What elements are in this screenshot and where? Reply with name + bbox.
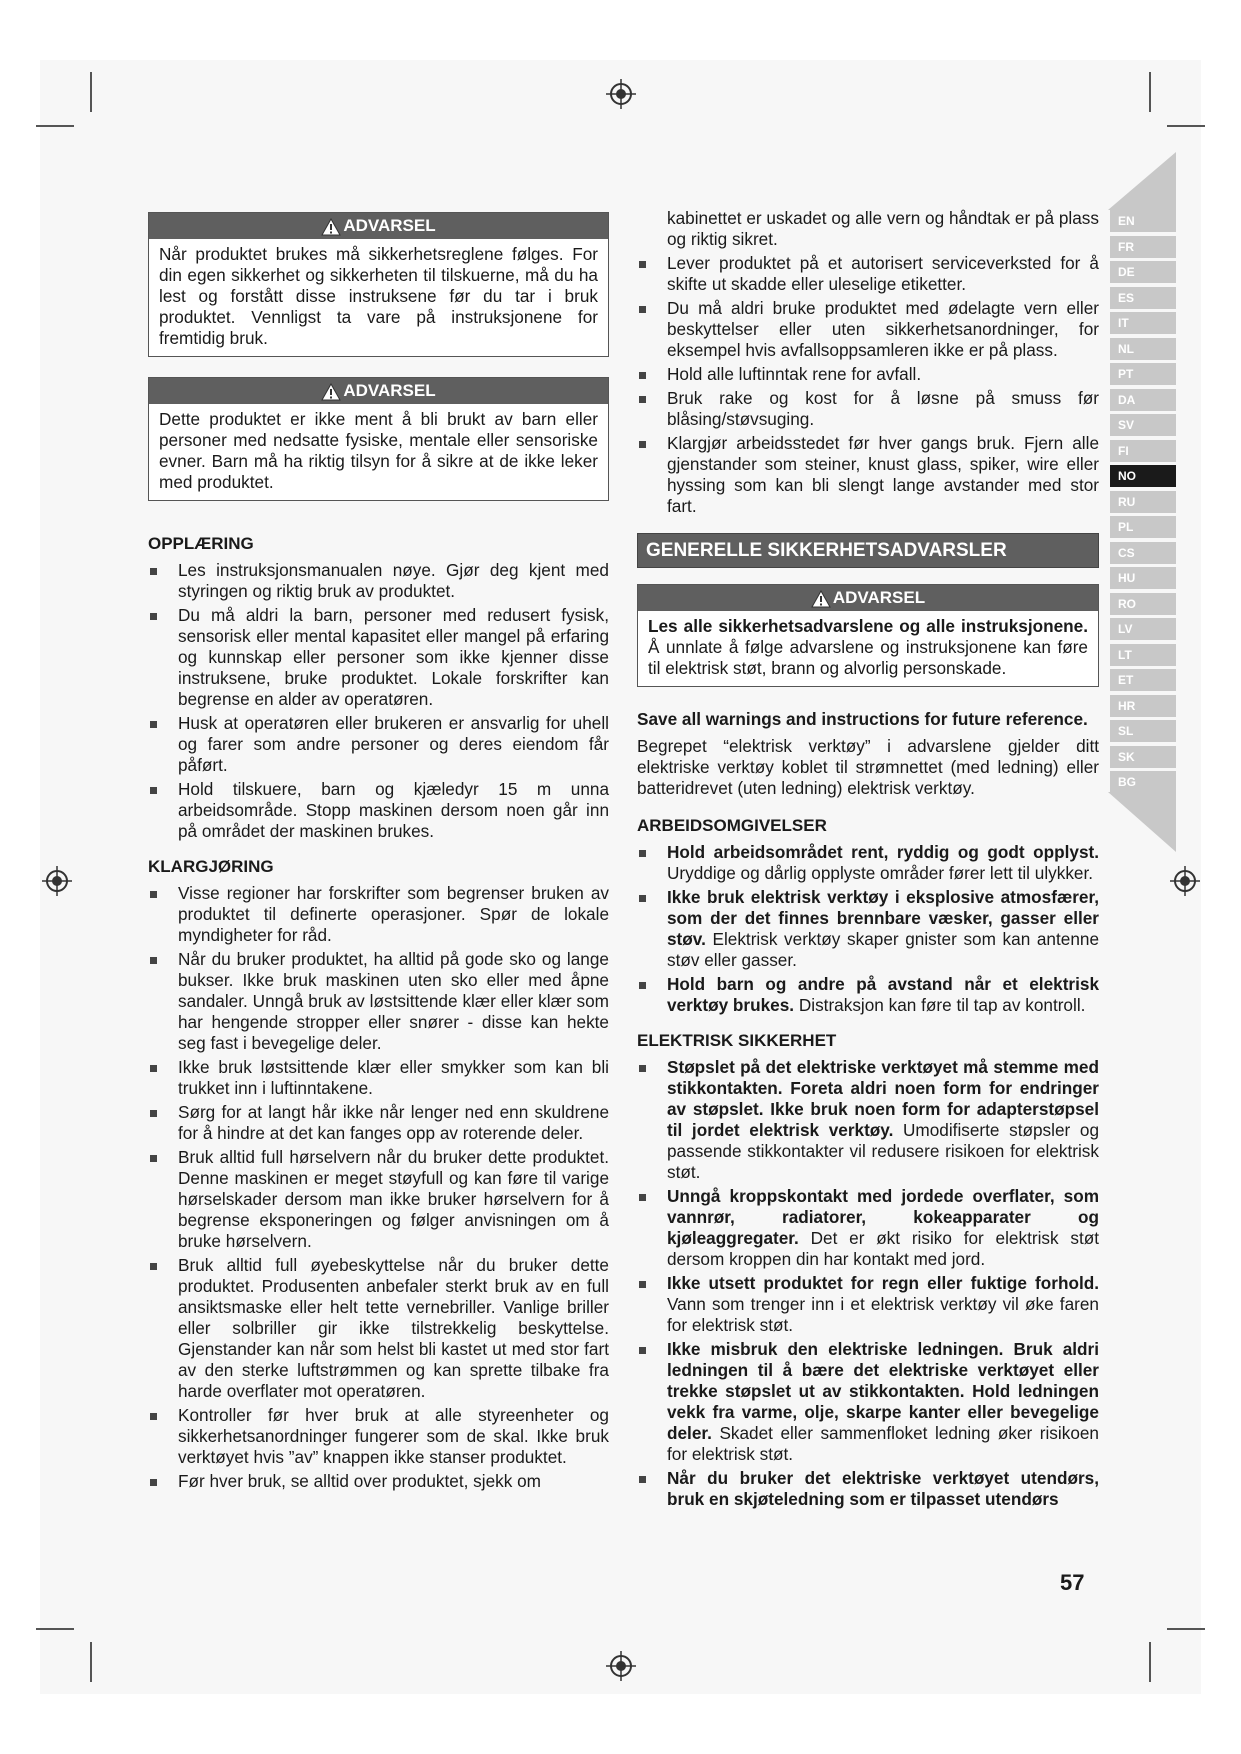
preparation-list-continued <box>637 253 1099 517</box>
warning-body <box>638 611 1098 686</box>
registration-mark-icon <box>1170 866 1200 896</box>
tab-sv[interactable]: SV <box>1110 414 1176 436</box>
warning-title: ADVARSEL <box>343 216 436 235</box>
list-item: Les instruksjonsmanualen nøye. Gjør deg kjent med styringen og riktig bruk av produktet. <box>148 560 609 602</box>
list-item: Bruk rake og kost for å løsne på smuss før blåsing/støvsuging. <box>637 388 1099 430</box>
preparation-list <box>148 883 609 1492</box>
registration-mark-icon <box>606 79 636 109</box>
item-bold: Unngå kroppskontakt med jordede overflater, som vannrør, radiatorer, kokeapparater og kjøleaggregater. <box>667 1186 1099 1248</box>
list-item <box>637 1273 1099 1336</box>
list-item: Kontroller før hver bruk at alle styreenheter og sikkerhetsanordninger fungerer som de skal. Ikke bruk verktøyet hvis ”av” knappen ikke stanser produktet. <box>148 1405 609 1468</box>
crop-mark <box>36 125 74 127</box>
list-item: Før hver bruk, se alltid over produktet, sjekk om <box>148 1471 609 1492</box>
warning-triangle-icon <box>321 218 341 236</box>
left-column <box>148 212 609 1495</box>
item-bold: Hold arbeidsområdet rent, ryddig og godt opplyst. <box>667 842 1099 862</box>
item-text: Vann som trenger inn i et elektrisk verktøy vil øke faren for elektrisk støt. <box>667 1294 1099 1335</box>
warning-header <box>149 378 608 404</box>
right-column <box>637 208 1099 1513</box>
language-tabs <box>1110 210 1176 797</box>
list-item: Klargjør arbeidsstedet før hver gangs bruk. Fjern alle gjenstander som steiner, knust glass, spiker, wire eller hyssing som kan bli slengt lange avstander med stor fart. <box>637 433 1099 517</box>
warning-text: Å unnlate å følge advarslene og instruksjonene kan føre til elektrisk støt, brann og alvorlig personskade. <box>648 637 1088 678</box>
list-item: Husk at operatøren eller brukeren er ansvarlig for uhell og farer som andre personer og deres eiendom får påført. <box>148 713 609 776</box>
item-text: Distraksjon kan føre til tap av kontroll. <box>798 995 1086 1015</box>
item-bold: Ikke misbruk den elektriske ledningen. Bruk aldri ledningen til å bære det elektriske verktøyet eller trekke støpslet ut av stikkontakten. Hold ledningen vekk fra varme, olje, skarpe kanter eller bevegelige deler. <box>667 1339 1099 1443</box>
tab-pt[interactable]: PT <box>1110 363 1176 385</box>
tab-et[interactable]: ET <box>1110 669 1176 691</box>
tab-lv[interactable]: LV <box>1110 618 1176 640</box>
crop-mark <box>36 1628 74 1630</box>
list-item: Hold tilskuere, barn og kjæledyr 15 m unna arbeidsområde. Stopp maskinen dersom noen går inn på området der maskinen brukes. <box>148 779 609 842</box>
list-item: Bruk alltid full hørselvern når du bruker dette produktet. Denne maskinen er meget støyfull og kan føre til varige hørselskader dersom man ikke bruker hørselvern for å begrense eksponeringen og følger anvisningen om å bruke hørselvern. <box>148 1147 609 1252</box>
list-item <box>637 842 1099 884</box>
tab-nl[interactable]: NL <box>1110 338 1176 360</box>
crop-mark <box>1167 125 1205 127</box>
crop-mark <box>1167 1628 1205 1630</box>
warning-header <box>638 585 1098 611</box>
save-note: Save all warnings and instructions for future reference. <box>637 709 1088 729</box>
section-heading: OPPLÆRING <box>148 534 254 553</box>
tab-bg[interactable]: BG <box>1110 771 1176 793</box>
item-bold: Når du bruker det elektriske verktøyet utendørs, bruk en skjøteledning som er tilpasset utendørs <box>667 1468 1099 1509</box>
warning-box <box>148 212 609 357</box>
tab-hu[interactable]: HU <box>1110 567 1176 589</box>
warning-text: Dette produktet er ikke ment å bli brukt av barn eller personer med nedsatte fysiske, mentale eller sensoriske evner. Barn må ha riktig tilsyn for å sikre at de ikke leker med produktet. <box>159 409 598 492</box>
tab-da[interactable]: DA <box>1110 389 1176 411</box>
tab-lt[interactable]: LT <box>1110 644 1176 666</box>
tab-sk[interactable]: SK <box>1110 746 1176 768</box>
warning-header <box>149 213 608 239</box>
section-heading: ELEKTRISK SIKKERHET <box>637 1031 837 1050</box>
item-text: Elektrisk verktøy skaper gnister som kan antenne støv eller gasser. <box>667 929 1100 970</box>
item-bold: Ikke utsett produktet for regn eller fuktige forhold. <box>667 1273 1099 1293</box>
list-item: Visse regioner har forskrifter som begrenser bruken av produktet til definerte operasjoner. Spør de lokale myndigheter for råd. <box>148 883 609 946</box>
list-item <box>637 1468 1099 1510</box>
crop-mark <box>90 1642 92 1682</box>
list-item <box>637 887 1099 971</box>
list-item: Hold alle luftinntak rene for avfall. <box>637 364 1099 385</box>
continued-text: kabinettet er uskadet og alle vern og håndtak er på plass og riktig sikret. <box>667 208 1099 249</box>
item-bold: Hold barn og andre på avstand når et elektrisk verktøy brukes. <box>667 974 1099 1015</box>
general-safety-heading: GENERELLE SIKKERHETSADVARSLER <box>637 533 1099 568</box>
tab-no[interactable]: NO <box>1110 465 1176 487</box>
list-item: Du må aldri bruke produktet med ødelagte vern eller beskyttelser eller uten sikkerhetsanordninger, for eksempel hvis avfallsoppsamleren ikke er på plass. <box>637 298 1099 361</box>
tab-pl[interactable]: PL <box>1110 516 1176 538</box>
list-item: Når du bruker produktet, ha alltid på gode sko og lange bukser. Ikke bruk maskinen uten sko eller med åpne sandaler. Unngå bruk av løstsittende klær eller klær som har hengende stropper eller snører - disse kan hekte seg fast i bevegelige deler. <box>148 949 609 1054</box>
tab-hr[interactable]: HR <box>1110 695 1176 717</box>
crop-mark <box>1149 1642 1151 1682</box>
tab-de[interactable]: DE <box>1110 261 1176 283</box>
item-text: Umodifiserte støpsler og passende stikkontakter vil redusere risikoen for elektrisk støt. <box>667 1120 1100 1182</box>
crop-mark <box>1149 72 1151 112</box>
tab-ru[interactable]: RU <box>1110 491 1176 513</box>
page-number: 57 <box>1060 1570 1085 1595</box>
tab-it[interactable]: IT <box>1110 312 1176 334</box>
tab-es[interactable]: ES <box>1110 287 1176 309</box>
tab-fi[interactable]: FI <box>1110 440 1176 462</box>
item-bold: Ikke bruk elektrisk verktøy i eksplosive atmosfærer, som der det finnes brennbare væsker, gasser eller støv. <box>667 887 1099 949</box>
list-item <box>637 1186 1099 1270</box>
list-item <box>637 1339 1099 1465</box>
item-text: Skadet eller sammenfloket ledning øker risikoen for elektrisk støt. <box>667 1423 1099 1464</box>
list-item <box>637 974 1099 1016</box>
warning-triangle-icon <box>811 590 831 608</box>
work-area-list <box>637 842 1099 1016</box>
warning-box <box>637 584 1099 687</box>
tab-sl[interactable]: SL <box>1110 720 1176 742</box>
crop-mark <box>90 72 92 112</box>
warning-triangle-icon <box>321 383 341 401</box>
list-item: Ikke bruk løstsittende klær eller smykker som kan bli trukket inn i luftinntakene. <box>148 1057 609 1099</box>
training-list <box>148 560 609 842</box>
warning-title: ADVARSEL <box>343 381 436 400</box>
tab-en[interactable]: EN <box>1110 210 1176 232</box>
warning-text: Når produktet brukes må sikkerhetsreglene følges. For din egen sikkerhet og sikkerheten til tilskuerne, må du ha lest og forstått disse instruksene før du tar i bruk produktet. Vennligst ta vare på instruksjonene for fremtidig bruk. <box>159 244 598 348</box>
item-bold: Støpslet på det elektriske verktøyet må stemme med stikkontakten. Foreta aldri noen form for endringer av støpslet. Ikke bruk noen form for adapterstøpsel til jordet elektrisk verktøy. <box>667 1057 1099 1140</box>
list-item: Bruk alltid full øyebeskyttelse når du bruker dette produktet. Produsenten anbefaler sterkt bruk av en full ansiktsmaske eller helt tette vernebriller. Vanlige briller eller solbriller gir ikke tilstrekkelig beskyttelse. Gjenstander kan når som helst bli kastet ut med stor fart av den sterke luftstrømmen og kan sprette tilbake fra harde overflater mot operatøren. <box>148 1255 609 1402</box>
tab-fr[interactable]: FR <box>1110 236 1176 258</box>
warning-box <box>148 377 609 501</box>
tab-cs[interactable]: CS <box>1110 542 1176 564</box>
electrical-list <box>637 1057 1099 1510</box>
warning-bold-text: Les alle sikkerhetsadvarslene og alle instruksjonene. <box>648 616 1088 636</box>
section-heading: ARBEIDSOMGIVELSER <box>637 816 827 835</box>
registration-mark-icon <box>42 866 72 896</box>
tab-ro[interactable]: RO <box>1110 593 1176 615</box>
warning-title: ADVARSEL <box>832 588 926 607</box>
item-text: Uryddige og dårlig opplyste områder fører lett til ulykker. <box>667 863 1094 883</box>
section-heading: KLARGJØRING <box>148 857 274 876</box>
list-item <box>637 1057 1099 1183</box>
term-note: Begrepet “elektrisk verktøy” i advarslene gjelder ditt elektriske verktøy koblet til strømnettet (med ledning) eller batteridrevet (uten ledning) elektrisk verktøy. <box>637 736 1099 798</box>
list-item: Sørg for at langt hår ikke når lenger ned enn skuldrene for å hindre at det kan fanges opp av roterende deler. <box>148 1102 609 1144</box>
list-item: Du må aldri la barn, personer med redusert fysisk, sensorisk eller mental kapasitet eller mangel på erfaring og kunnskap eller personer som ikke kjenner disse instruksene, bruke produktet. Lokale forskrifter kan begrense en alder av operatøren. <box>148 605 609 710</box>
item-text: Det er økt risiko for elektrisk støt dersom kroppen din har kontakt med jord. <box>667 1228 1099 1269</box>
registration-mark-icon <box>606 1651 636 1681</box>
list-item: Lever produktet på et autorisert serviceverksted for å skifte ut skadde eller uleselige etiketter. <box>637 253 1099 295</box>
